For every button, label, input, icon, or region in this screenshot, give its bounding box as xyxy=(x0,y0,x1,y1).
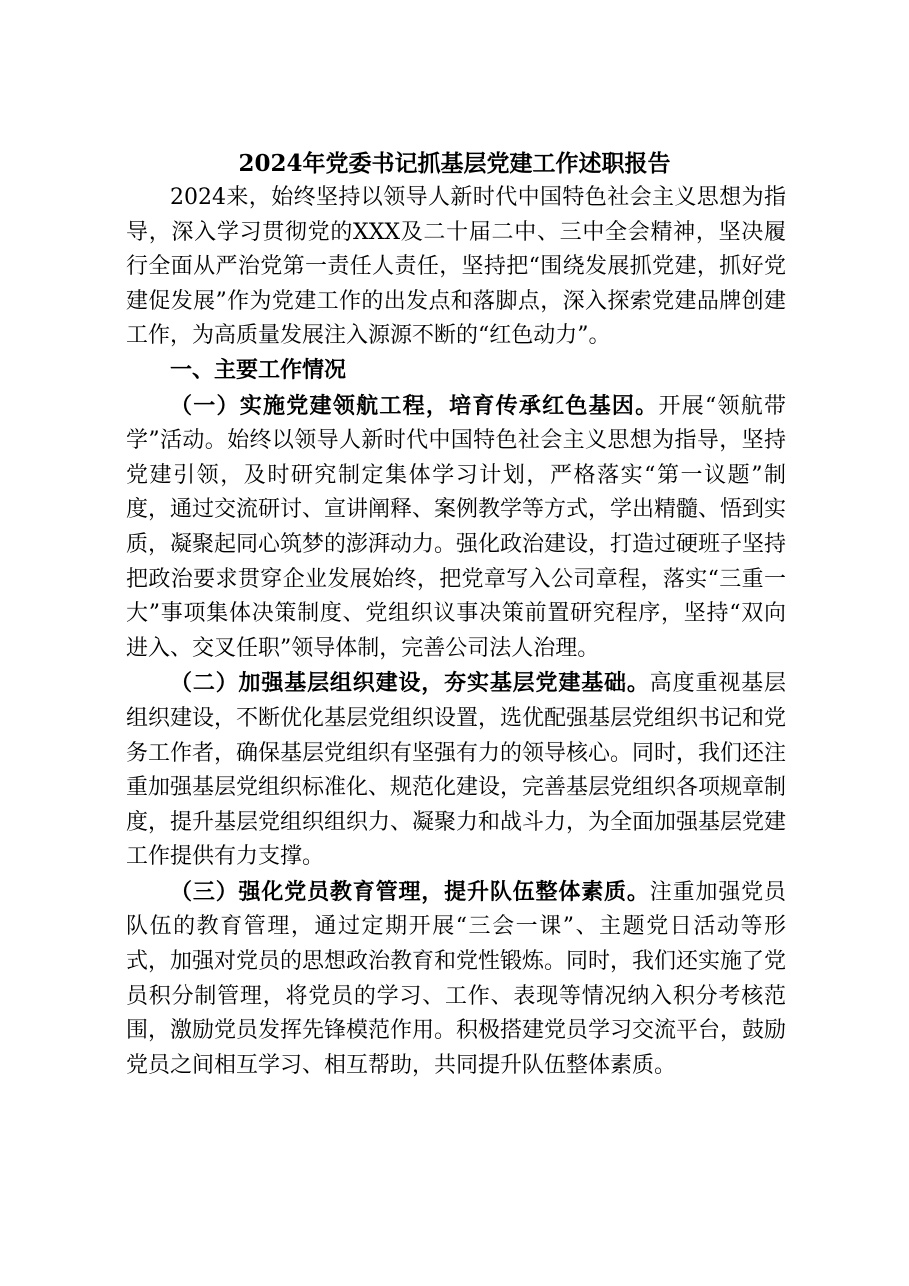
document-body xyxy=(126,181,786,1083)
item-paragraph-3 xyxy=(126,875,786,1084)
item-text-3: 注重加强党员队伍的教育管理，通过定期开展“三会一课”、主题党日活动等形式，加强对党员的思想政治教育和党性锻炼。同时，我们还实施了党员积分制管理，将党员的学习、工作、表现等情况纳入积分考核范围，激励党员发挥先锋模范作用。积极搭建党员学习交流平台，鼓励党员之间相互学习、相互帮助，共同提升队伍整体素质。 xyxy=(126,879,787,1078)
item-text-1: 开展“领航带学”活动。始终以领导人新时代中国特色社会主义思想为指导，坚持党建引领，及时研究制定集体学习计划，严格落实“第一议题”制度，通过交流研讨、宣讲阐释、案例教学等方式，学出精髓、悟到实质，凝聚起同心筑梦的澎湃动力。强化政治建设，打造过硬班子坚持把政治要求贯穿企业发展始终，把党章写入公司章程，落实“三重一大”事项集体决策制度、党组织议事决策前置研究程序，坚持“双向进入、交叉任职”领导体制，完善公司法人治理。 xyxy=(126,393,787,661)
item-heading-3: （三）强化党员教育管理，提升队伍整体素质。 xyxy=(170,878,650,905)
item-heading-1: （一）实施党建领航工程，培育传承红色基因。 xyxy=(170,392,659,419)
document-title: 2024年党委书记抓基层党建工作述职报告 xyxy=(238,150,671,177)
section-heading-main-work: 一、主要工作情况 xyxy=(170,357,347,383)
item-heading-2: （二）加强基层组织建设，夯实基层党建基础。 xyxy=(170,670,650,697)
item-paragraph-2 xyxy=(126,666,786,875)
intro-paragraph: 2024来，始终坚持以领导人新时代中国特色社会主义思想为指导，深入学习贯彻党的XXX及二十届二中、三中全会精神，坚决履行全面从严治党第一责任人责任，坚持把“围绕发展抓党建，抓好党建促发展”作为党建工作的出发点和落脚点，深入探索党建品牌创建工作，为高质量发展注入源源不断的“红色动力”。 xyxy=(126,185,786,349)
item-text-2: 高度重视基层组织建设，不断优化基层党组织设置，选优配强基层党组织书记和党务工作者，确保基层党组织有坚强有力的领导核心。同时，我们还注重加强基层党组织标准化、规范化建设，完善基层党组织各项规章制度，提升基层党组织组织力、凝聚力和战斗力，为全面加强基层党建工作提供有力支撑。 xyxy=(126,671,787,870)
item-paragraph-1 xyxy=(126,389,786,667)
